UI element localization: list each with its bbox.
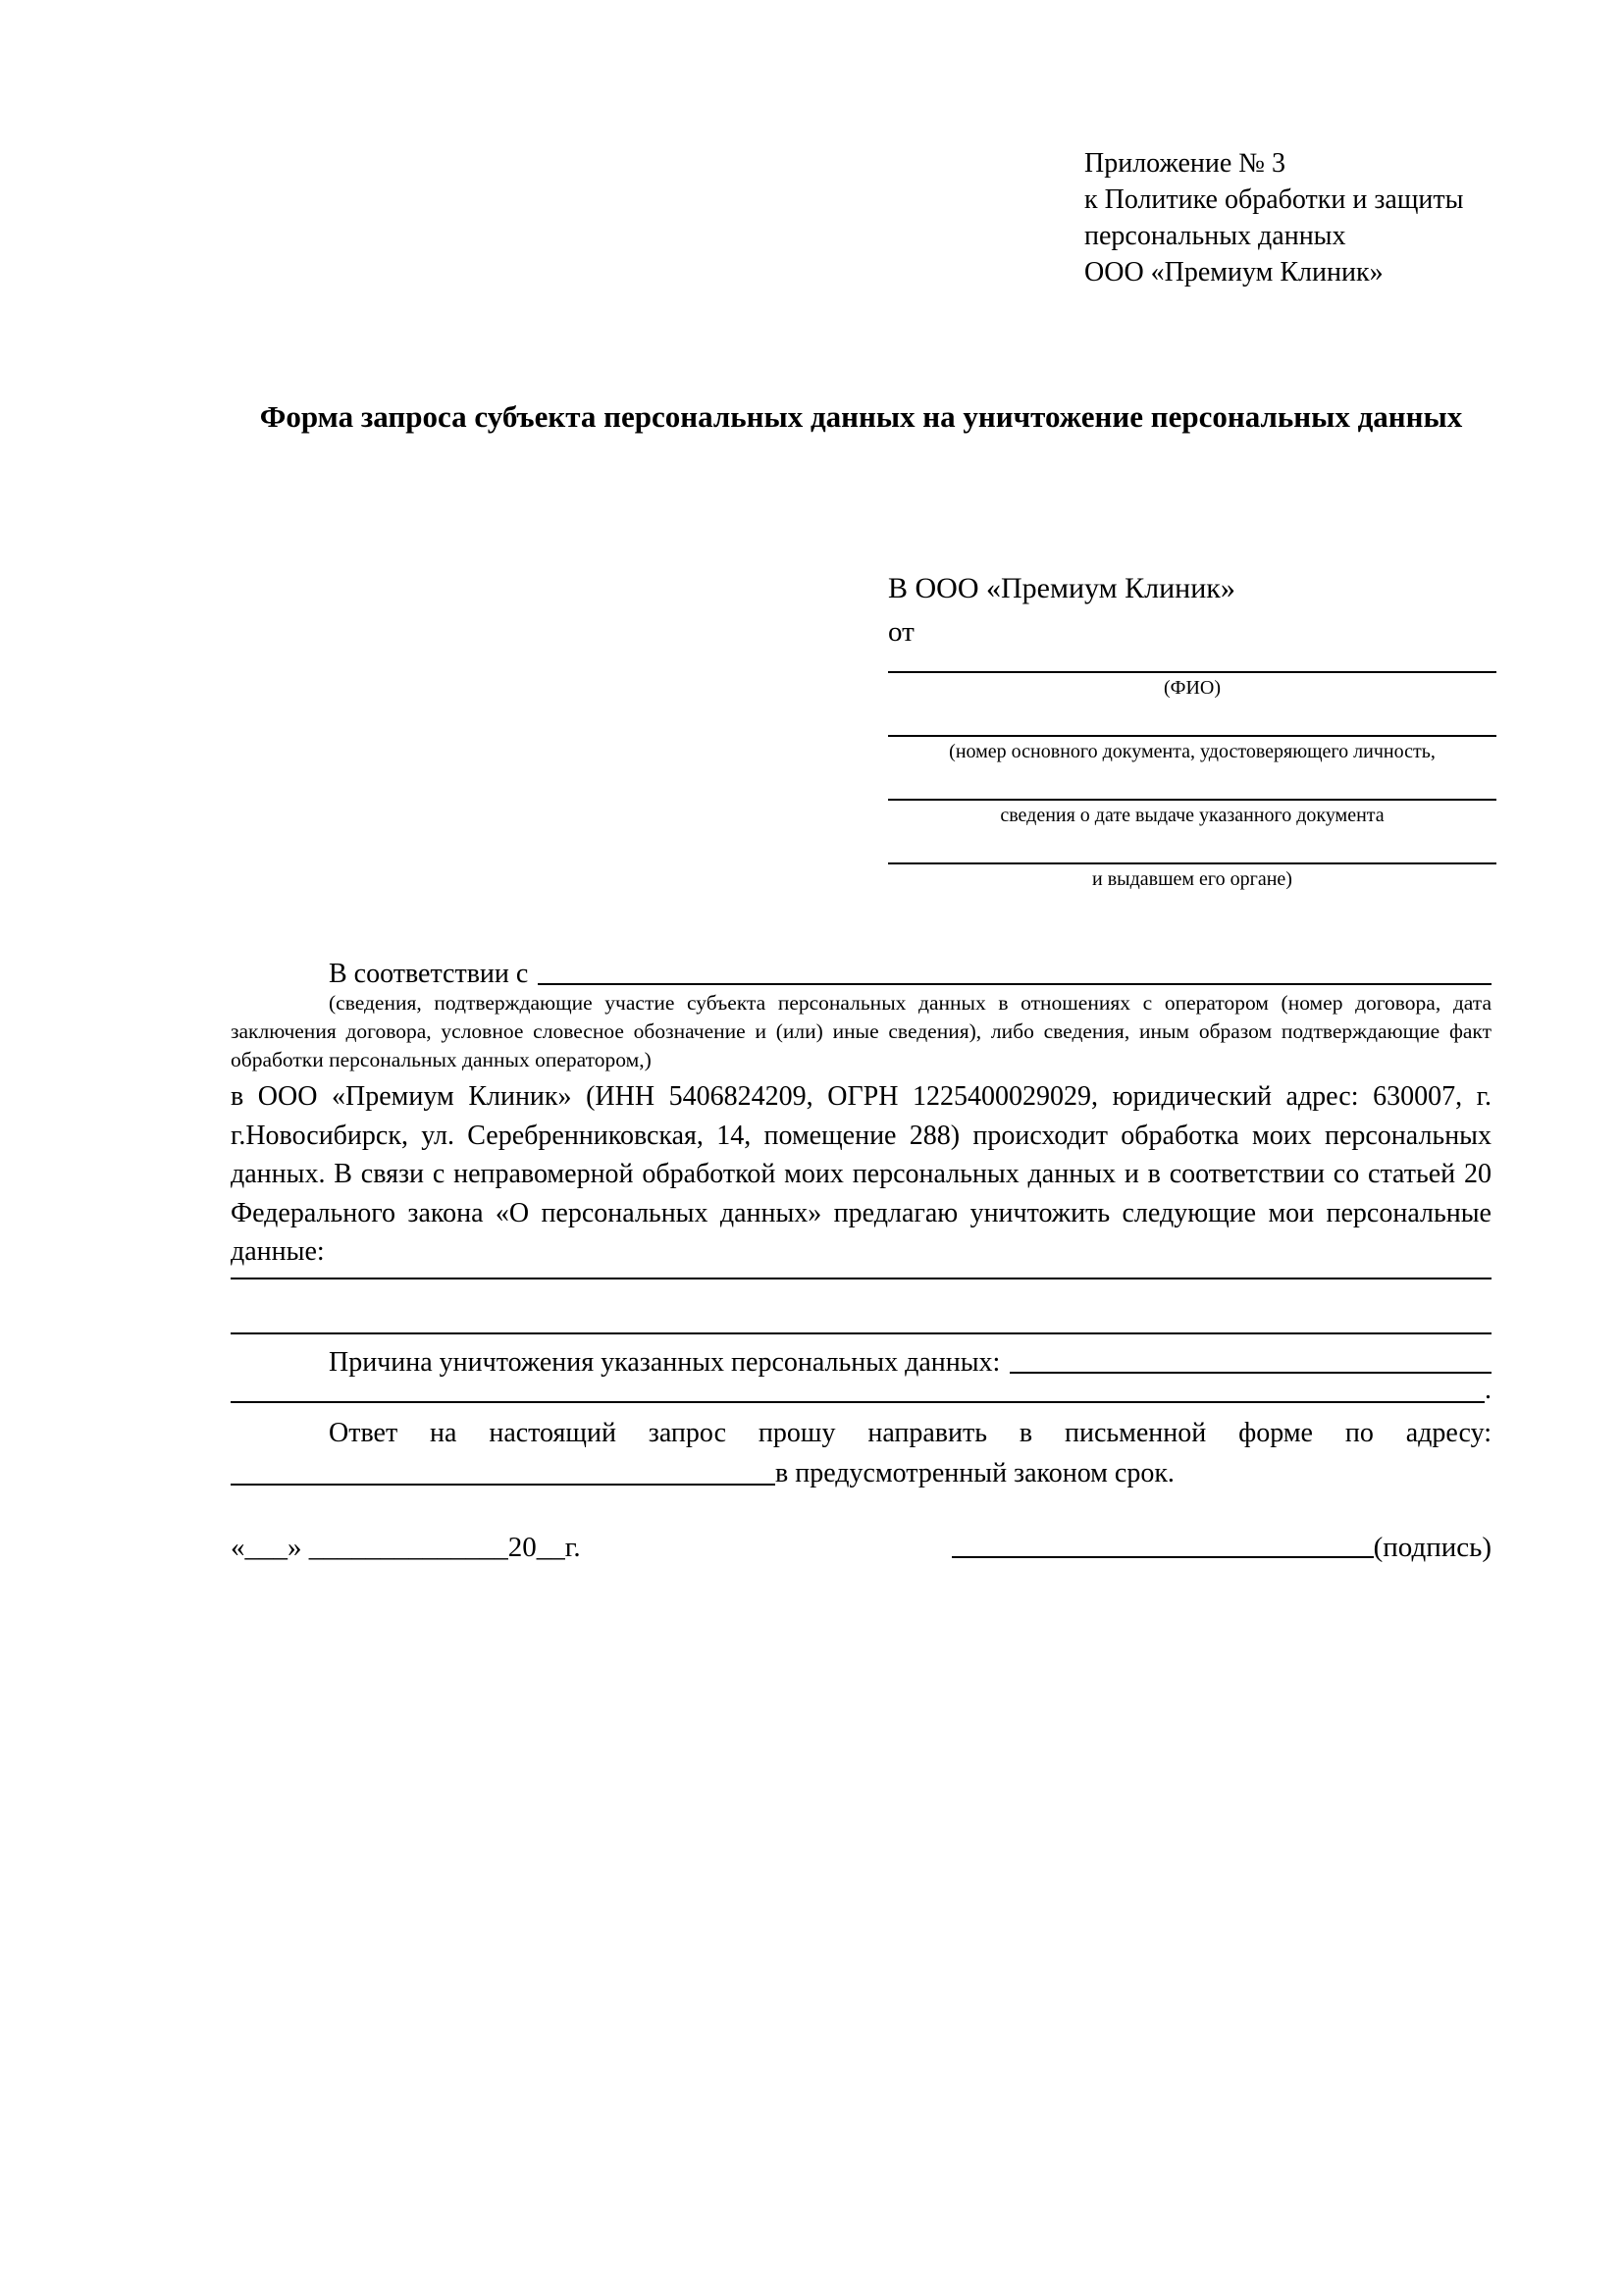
main-paragraph: в ООО «Премиум Клиник» (ИНН 5406824209, ОГРН 1225400029029, юридический адрес: 630007, г. г.Новосибирск, ул. Серебренниковская, 14, помещение 288) происходит обработка моих персональных данных. В связи с неправомерной обработкой моих персональных данных и в соответствии со статьей 20 Федерального закона «О персональных данных» предлагаю уничтожить следующие мои персональные данные: — [231, 1081, 1492, 1267]
accordance-note: (сведения, подтверждающие участие субъекта персональных данных в отношениях с оператором (номер договора, дата заключения договора, условное словесное обозначение и (или) иные сведения), либо сведения, иным образом подтверждающие факт обработки персональных данных оператором,) — [231, 991, 1492, 1071]
appendix-block — [1084, 145, 1463, 290]
fio-fill-line — [888, 671, 1496, 673]
date-signature-row — [231, 1523, 1492, 1564]
doc-number-caption: (номер основного документа, удостоверяющего личность, — [949, 741, 1436, 762]
addressee-block — [888, 571, 1496, 891]
reason-fill-line-2 — [231, 1372, 1485, 1403]
document-title: Форма запроса субъекта персональных данных на уничтожение персональных данных — [259, 399, 1463, 434]
accordance-row — [231, 954, 1492, 990]
fio-caption: (ФИО) — [1163, 677, 1221, 699]
blank-fill-line-2 — [231, 1332, 1492, 1334]
answer-request-text: Ответ на настоящий запрос прошу направить в письменной форме по адресу: — [329, 1418, 1492, 1448]
accordance-lead: В соответствии с — [329, 959, 529, 989]
accordance-fill-line — [538, 954, 1492, 985]
doc-issuer-fill-line — [888, 862, 1496, 864]
doc-issuer-caption: и выдавшем его органе) — [1092, 868, 1292, 890]
reason-period: . — [1485, 1375, 1492, 1405]
answer-tail: в предусмотренный законом срок. — [775, 1458, 1175, 1488]
appendix-line-4: ООО «Премиум Клиник» — [1084, 257, 1384, 287]
address-row — [231, 1450, 1492, 1489]
appendix-line-1: Приложение № 3 — [1084, 148, 1285, 179]
address-fill-line — [231, 1450, 775, 1486]
reason-continuation-row — [231, 1372, 1492, 1408]
reason-fill-line — [1010, 1342, 1492, 1374]
appendix-line-2: к Политике обработки и защиты — [1084, 184, 1464, 215]
doc-date-fill-line — [888, 799, 1496, 801]
signature-group — [952, 1523, 1492, 1564]
reason-label: Причина уничтожения указанных персональных данных: — [329, 1347, 1001, 1378]
blank-fill-line-1 — [231, 1278, 1492, 1279]
doc-date-caption: сведения о дате выдаче указанного документа — [1000, 805, 1385, 826]
addressee-from-label: от — [888, 616, 915, 648]
addressee-to: В ООО «Премиум Клиник» — [888, 572, 1235, 604]
appendix-line-3: персональных данных — [1084, 221, 1346, 251]
signature-fill-line — [952, 1523, 1374, 1558]
date-fill: «___» ______________20__г. — [231, 1532, 581, 1563]
doc-number-fill-line — [888, 735, 1496, 737]
signature-caption: (подпись) — [1373, 1532, 1492, 1563]
